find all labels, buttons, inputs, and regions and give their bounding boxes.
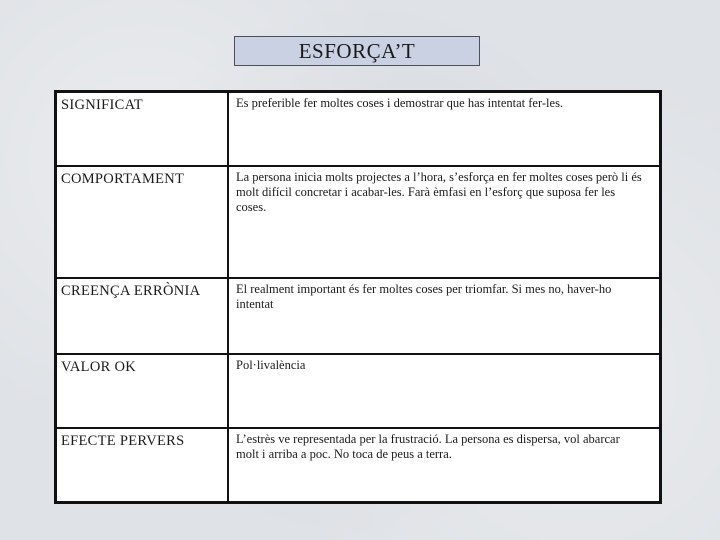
definition-table xyxy=(54,90,662,504)
row-description-creenca-erronia: El realment important és fer moltes coses per triomfar. Si mes no, haver-ho intentat xyxy=(229,279,659,355)
row-label-creenca-erronia: CREENÇA ERRÒNIA xyxy=(57,279,229,355)
row-label-comportament: COMPORTAMENT xyxy=(57,167,229,279)
row-description-valor-ok: Pol·livalència xyxy=(229,355,659,429)
row-description-comportament: La persona inicia molts projectes a l’hora, s’esforça en fer moltes coses però li és molt difícil concretar i acabar-les. Farà èmfasi en l’esforç que suposa fer les coses. xyxy=(229,167,659,279)
page-title: ESFORÇA’T xyxy=(234,36,480,66)
row-label-valor-ok: VALOR OK xyxy=(57,355,229,429)
row-label-efecte-pervers: EFECTE PERVERS xyxy=(57,429,229,501)
row-label-significat: SIGNIFICAT xyxy=(57,93,229,167)
row-description-efecte-pervers: L’estrès ve representada per la frustració. La persona es dispersa, vol abarcar molt i arriba a poc. No toca de peus a terra. xyxy=(236,432,620,461)
row-description-significat: Es preferible fer moltes coses i demostrar que has intentat fer-les. xyxy=(229,93,659,167)
